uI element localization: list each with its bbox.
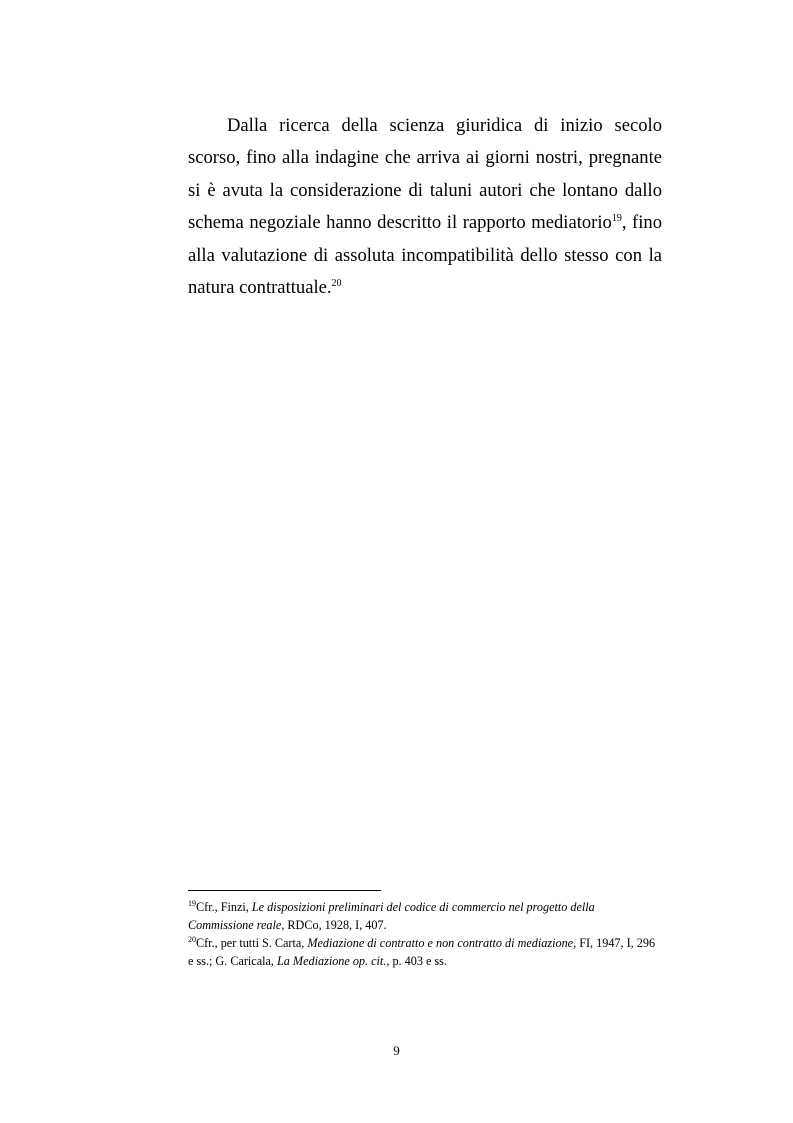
- footnote-middle: , FI, 1947, I, 296 e ss.; G. Caricala,: [188, 936, 656, 968]
- footnote-title: Mediazione di contratto e non contratto di mediazione: [307, 936, 574, 950]
- footnote-prefix: Cfr., per tutti S. Carta,: [196, 936, 308, 950]
- footnote-number: 20: [188, 934, 196, 944]
- footnote-prefix: Cfr., Finzi,: [196, 900, 252, 914]
- footnote-ref-19: 19: [611, 213, 622, 225]
- footnote-number: 19: [188, 898, 196, 908]
- footnote-separator: [188, 890, 381, 891]
- paragraph-text-part1: Dalla ricerca della scienza giuridica di inizio secolo scorso, fino alla indagine che arriva ai giorni nostri, pregnante si è avuta la considerazione di taluni autori che lontano dallo schema negoziale hanno descritto il rapporto mediatorio: [188, 115, 662, 234]
- footnote-19: [188, 898, 662, 934]
- footnote-title: Le disposizioni preliminari del codice di commercio nel progetto della Commissione reale: [188, 900, 595, 932]
- page-number: 9: [393, 1043, 400, 1058]
- footnotes: [188, 898, 662, 970]
- footnote-suffix: , p. 403 e ss.: [386, 954, 447, 968]
- footnote-ref-20: 20: [331, 277, 342, 289]
- body-paragraph: [188, 110, 662, 304]
- footnote-suffix: , RDCo, 1928, I, 407.: [281, 918, 387, 932]
- footnote-20: [188, 934, 662, 970]
- footnote-title-2: La Mediazione op. cit.: [277, 954, 387, 968]
- paragraph-text-part2: , fino alla valutazione di assoluta incompatibilità dello stesso con la natura contrattuale.: [188, 212, 662, 299]
